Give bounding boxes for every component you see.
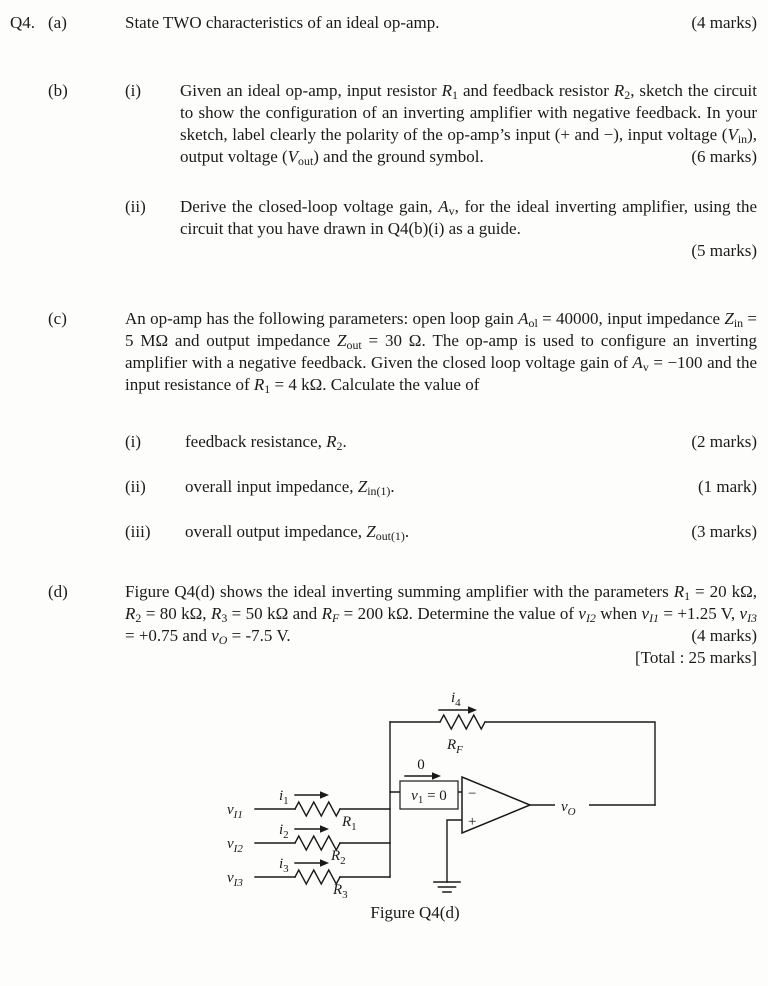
label-r2: $R_2$ [331, 848, 346, 867]
part-a-text: State TWO characteristics of an ideal op-amp. [125, 13, 440, 32]
ground-icon [434, 882, 460, 892]
part-b-item-ii [125, 196, 757, 262]
part-c-label: (c) [48, 309, 67, 328]
part-c-item-marks: (3 marks) [691, 522, 757, 541]
part-c-item [125, 476, 757, 498]
part-c-item-label: (iii) [125, 522, 151, 541]
label-vi2: $v_{I2}$ [227, 836, 243, 855]
part-c-row [10, 308, 757, 543]
label-zero-current: 0 [417, 757, 425, 773]
label-vi1: $v_{I1}$ [227, 802, 243, 821]
part-b-i-label: (i) [125, 81, 142, 100]
part-b-row [10, 80, 757, 262]
part-c-item-marks: (1 mark) [697, 477, 757, 496]
arrow-zero-current-head [432, 772, 441, 780]
wire-noninverting-input [447, 820, 462, 882]
part-c-item-text: overall output impedance, $Z_{out(1)}$. [185, 522, 410, 544]
part-d-row [10, 581, 757, 669]
arrow-i3-head [320, 859, 329, 867]
part-c-item-label: (ii) [125, 477, 146, 496]
circuit-diagram [225, 685, 695, 925]
resistor-r1-symbol [295, 802, 340, 816]
resistor-rf-symbol [440, 715, 485, 729]
part-c-intro: An op-amp has the following parameters: open loop gain $A_{ol} = 40000$, input impedance $Z_{in} = 5$ MΩ and output impedance $Z_{out} = 30$ Ω. The op-amp is used to configure an inverting amplifier with a negative feedback. Given the closed loop voltage gain of $A_v = -100$ and the input resistance of $R_1 = 4$ kΩ. Calculate the value of [125, 309, 758, 397]
part-c-item-label: (i) [125, 432, 142, 451]
question-number: Q4. [10, 13, 36, 32]
part-c-item-text: feedback resistance, $R_2$. [185, 432, 347, 454]
label-i3: $i_3$ [279, 856, 289, 875]
arrow-i4-head [468, 706, 477, 714]
label-i4: $i_4$ [451, 690, 461, 709]
label-virtual-ground: $v_1 = 0$ [411, 788, 447, 806]
label-r1: $R_1$ [342, 814, 357, 833]
part-b-ii-label: (ii) [125, 197, 146, 216]
opamp-plus-sign: + [468, 814, 477, 830]
opamp-minus-sign: − [468, 786, 477, 802]
part-d-marks: (4 marks) [691, 626, 757, 645]
figure-q4d [225, 685, 757, 931]
part-b-ii-text: Derive the closed-loop voltage gain, $A_v$, for the ideal inverting amplifier, using the circuit that you have drawn in Q4(b)(i) as a guide. [180, 197, 757, 238]
label-i2: $i_2$ [279, 822, 289, 841]
label-vi3: $v_{I3}$ [227, 870, 243, 889]
part-d-text: Figure Q4(d) shows the ideal inverting summing amplifier with the parameters $R_1 = 20$ kΩ, $R_2 = 80$ kΩ, $R_3 = 50$ kΩ and $R_F = 200$ kΩ. Determine the value of $v_{I2}$ when $v_{I1} = +1.25$ V, $v_{I3} = +0.75$ and $v_O = -7.5$ V. [125, 582, 757, 648]
total-marks: [Total : 25 marks] [634, 648, 757, 667]
part-b-i-marks: (6 marks) [691, 147, 757, 166]
arrow-i1-head [320, 791, 329, 799]
part-c-item [125, 431, 757, 453]
arrow-i2-head [320, 825, 329, 833]
part-b-label: (b) [48, 81, 68, 100]
part-b-i-text: Given an ideal op-amp, input resistor $R_1$ and feedback resistor $R_2$, sketch the circuit to show the configuration of an inverting amplifier with negative feedback. In your sketch, label clearly the polarity of the op-amp’s input (+ and −), input voltage $(V_{in})$, output voltage $(V_{out})$ and the ground symbol. [180, 81, 757, 169]
part-a-row [10, 12, 757, 34]
figure-caption: Figure Q4(d) [370, 903, 460, 922]
label-rf: $R_F$ [447, 737, 463, 756]
label-i1: $i_1$ [279, 788, 289, 807]
part-c-item [125, 521, 757, 543]
part-a-marks: (4 marks) [691, 13, 757, 32]
part-b-item-i [125, 80, 757, 168]
label-vo: $v_O$ [561, 799, 576, 818]
part-c-item-text: overall input impedance, $Z_{in(1)}$. [185, 477, 395, 499]
label-r3: $R_3$ [333, 882, 348, 901]
part-a-label: (a) [48, 13, 67, 32]
part-b-ii-marks: (5 marks) [691, 241, 757, 260]
part-d-label: (d) [48, 582, 68, 601]
part-c-item-marks: (2 marks) [691, 432, 757, 451]
